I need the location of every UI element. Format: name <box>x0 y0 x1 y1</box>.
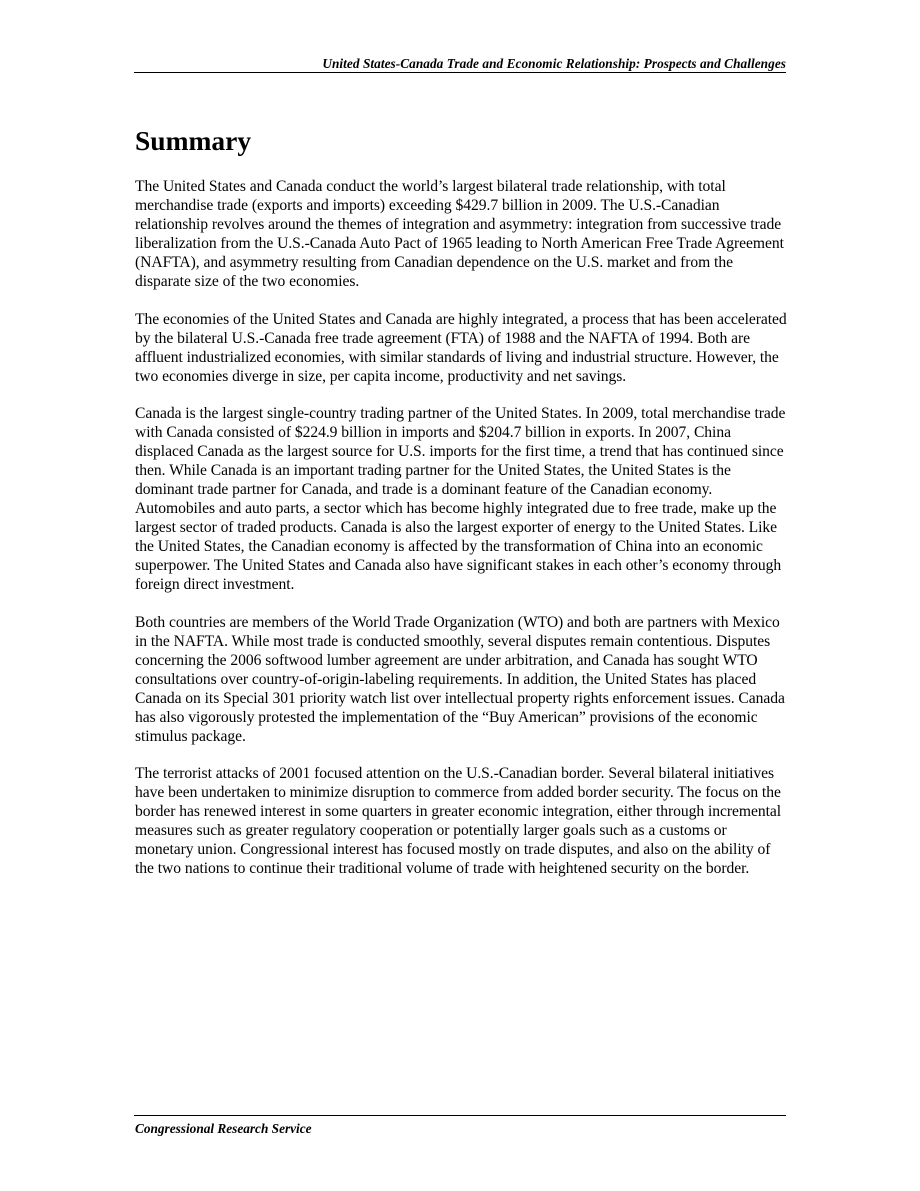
summary-paragraph-1: The United States and Canada conduct the world’s largest bilateral trade relationship, with total merchandise trade (exports and imports) exceeding $429.7 billion in 2009. The U.S.-Canadian relationship revolves around the themes of integration and asymmetry: integration from successive trade liberalization from the U.S.-Canada Auto Pact of 1965 leading to North American Free Trade Agreement (NAFTA), and asymmetry resulting from Canadian dependence on the U.S. market and from the disparate size of the two economies. <box>135 178 784 290</box>
footer-divider <box>134 1115 786 1116</box>
running-footer-publisher: Congressional Research Service <box>135 1121 312 1136</box>
summary-paragraph-3: Canada is the largest single-country trading partner of the United States. In 2009, total merchandise trade with Canada consisted of $224.9 billion in imports and $204.7 billion in exports. In 2007, China displaced Canada as the largest source for U.S. imports for the first time, a trend that has continued since then. While Canada is an important trading partner for the United States, the United States is the dominant trade partner for Canada, and trade is a dominant feature of the Canadian economy. Automobiles and auto parts, a sector which has become highly integrated due to free trade, make up the largest sector of traded products. Canada is also the largest exporter of energy to the United States. Like the United States, the Canadian economy is affected by the transformation of China into an economic superpower. The United States and Canada also have significant stakes in each other’s economy through foreign direct investment. <box>135 405 786 593</box>
summary-paragraph-4: Both countries are members of the World Trade Organization (WTO) and both are partners with Mexico in the NAFTA. While most trade is conducted smoothly, several disputes remain contentious. Disputes concerning the 2006 softwood lumber agreement are under arbitration, and Canada has sought WTO consultations over country-of-origin-labeling requirements. In addition, the United States has placed Canada on its Special 301 priority watch list over intellectual property rights enforcement issues. Canada has also vigorously protested the implementation of the “Buy American” provisions of the economic stimulus package. <box>135 613 785 745</box>
page-title: Summary <box>135 125 252 156</box>
running-header-title: United States-Canada Trade and Economic Relationship: Prospects and Challenges <box>322 56 786 71</box>
summary-paragraph-5: The terrorist attacks of 2001 focused attention on the U.S.-Canadian border. Several bilateral initiatives have been undertaken to minimize disruption to commerce from added border security. The focus on the border has renewed interest in some quarters in greater economic integration, either through incremental measures such as greater regulatory cooperation or potentially larger goals such as a customs or monetary union. Congressional interest has focused mostly on trade disputes, and also on the ability of the two nations to continue their traditional volume of trade with heightened security on the border. <box>135 765 782 877</box>
header-divider <box>134 72 786 73</box>
summary-paragraph-2: The economies of the United States and Canada are highly integrated, a process that has been accelerated by the bilateral U.S.-Canada free trade agreement (FTA) of 1988 and the NAFTA of 1994. Both are affluent industrialized economies, with similar standards of living and industrial structure. However, the two economies diverge in size, per capita income, productivity and net savings. <box>135 310 787 385</box>
summary-body <box>135 177 787 897</box>
